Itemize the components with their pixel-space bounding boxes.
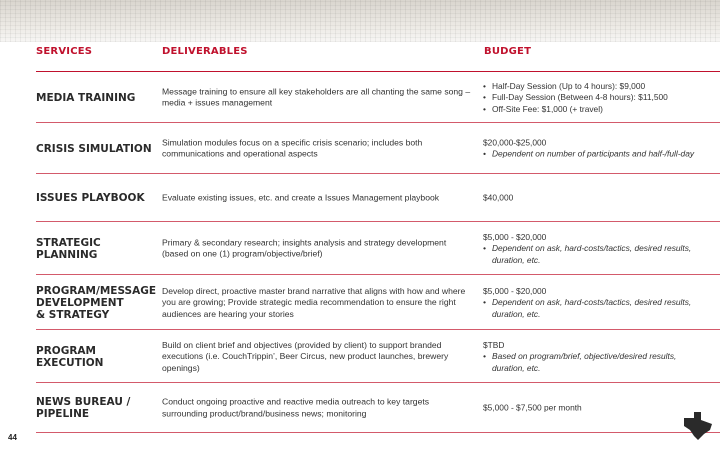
header-services: SERVICES <box>36 46 93 57</box>
deliverable-text: Develop direct, proactive master brand narrative that aligns with how and where you are growing; Provide strategic media recommendation to ensure the right audiences are hearing your stories <box>162 285 466 319</box>
budget-note: • Half-Day Session (Up to 4 hours): $9,000 <box>483 80 703 92</box>
service-name: CRISIS SIMULATION <box>36 142 152 155</box>
budget-price: $20,000-$25,000 <box>483 137 547 147</box>
budget-notes <box>483 243 703 266</box>
budget-note: • Dependent on ask, hard-costs/tactics, desired results, duration, etc. <box>483 297 703 320</box>
budget-notes <box>483 80 703 115</box>
budget-price: $5,000 - $20,000 <box>483 231 547 242</box>
budget-cell <box>483 231 703 266</box>
header-deliverables: DELIVERABLES <box>162 46 248 57</box>
service-name: NEWS BUREAU / PIPELINE <box>36 396 131 420</box>
budget-cell <box>483 137 703 160</box>
table-row <box>0 123 720 174</box>
page-number: 44 <box>8 433 17 442</box>
budget-note: • Full-Day Session (Between 4-8 hours): $11,500 <box>483 92 703 104</box>
budget-note: • Dependent on ask, hard-costs/tactics, desired results, duration, etc. <box>483 243 703 266</box>
budget-cell <box>483 80 703 115</box>
table-row <box>0 174 720 222</box>
row-divider <box>36 432 720 433</box>
budget-cell <box>483 285 703 320</box>
service-name: ISSUES PLAYBOOK <box>36 192 145 204</box>
budget-cell <box>483 402 703 414</box>
budget-note: • Dependent on number of participants and half-/full-day <box>483 149 703 161</box>
budget-price: $5,000 - $20,000 <box>483 285 547 296</box>
table-row <box>0 222 720 275</box>
budget-note: • Based on program/brief, objective/desired results, duration, etc. <box>483 351 703 374</box>
budget-cell <box>483 192 703 204</box>
service-name: PROGRAM EXECUTION <box>36 344 104 369</box>
table-row <box>0 72 720 123</box>
header-budget: BUDGET <box>484 46 532 57</box>
deliverable-text: Simulation modules focus on a specific crisis scenario; includes both communications and operational aspects <box>162 137 423 159</box>
table-row <box>0 330 720 383</box>
service-name: MEDIA TRAINING <box>36 91 136 104</box>
budget-notes <box>483 149 703 161</box>
budget-cell <box>483 339 703 374</box>
table-row <box>0 275 720 330</box>
budget-notes <box>483 351 703 374</box>
service-name: STRATEGIC PLANNING <box>36 236 101 261</box>
budget-notes <box>483 297 703 320</box>
deliverable-text: Conduct ongoing proactive and reactive media outreach to key targets surrounding product/brand/business news; monitoring <box>162 396 430 418</box>
header-texture <box>0 0 720 42</box>
deliverable-text: Message training to ensure all key stakeholders are all chanting the same song – media + issues management <box>162 86 471 108</box>
deliverable-text: Primary & secondary research; insights analysis and strategy development (based on one (1) program/objective/brief) <box>162 237 447 259</box>
table-header <box>0 46 720 70</box>
budget-price: $40,000 <box>483 192 514 203</box>
budget-note: • Off-Site Fee: $1,000 (+ travel) <box>483 103 703 115</box>
table-row <box>0 383 720 433</box>
budget-price: $5,000 - $7,500 per month <box>483 402 582 413</box>
deliverable-text: Evaluate existing issues, etc. and create a Issues Management playbook <box>162 192 440 203</box>
texas-arrow-icon <box>680 410 716 442</box>
deliverable-text: Build on client brief and objectives (provided by client) to support branded executions (i.e. CouchTrippin’, Beer Circus, new product launches, brewery openings) <box>162 339 449 373</box>
budget-price: $TBD <box>483 339 505 350</box>
service-name: PROGRAM/MESSAGE DEVELOPMENT & STRATEGY <box>36 284 157 321</box>
